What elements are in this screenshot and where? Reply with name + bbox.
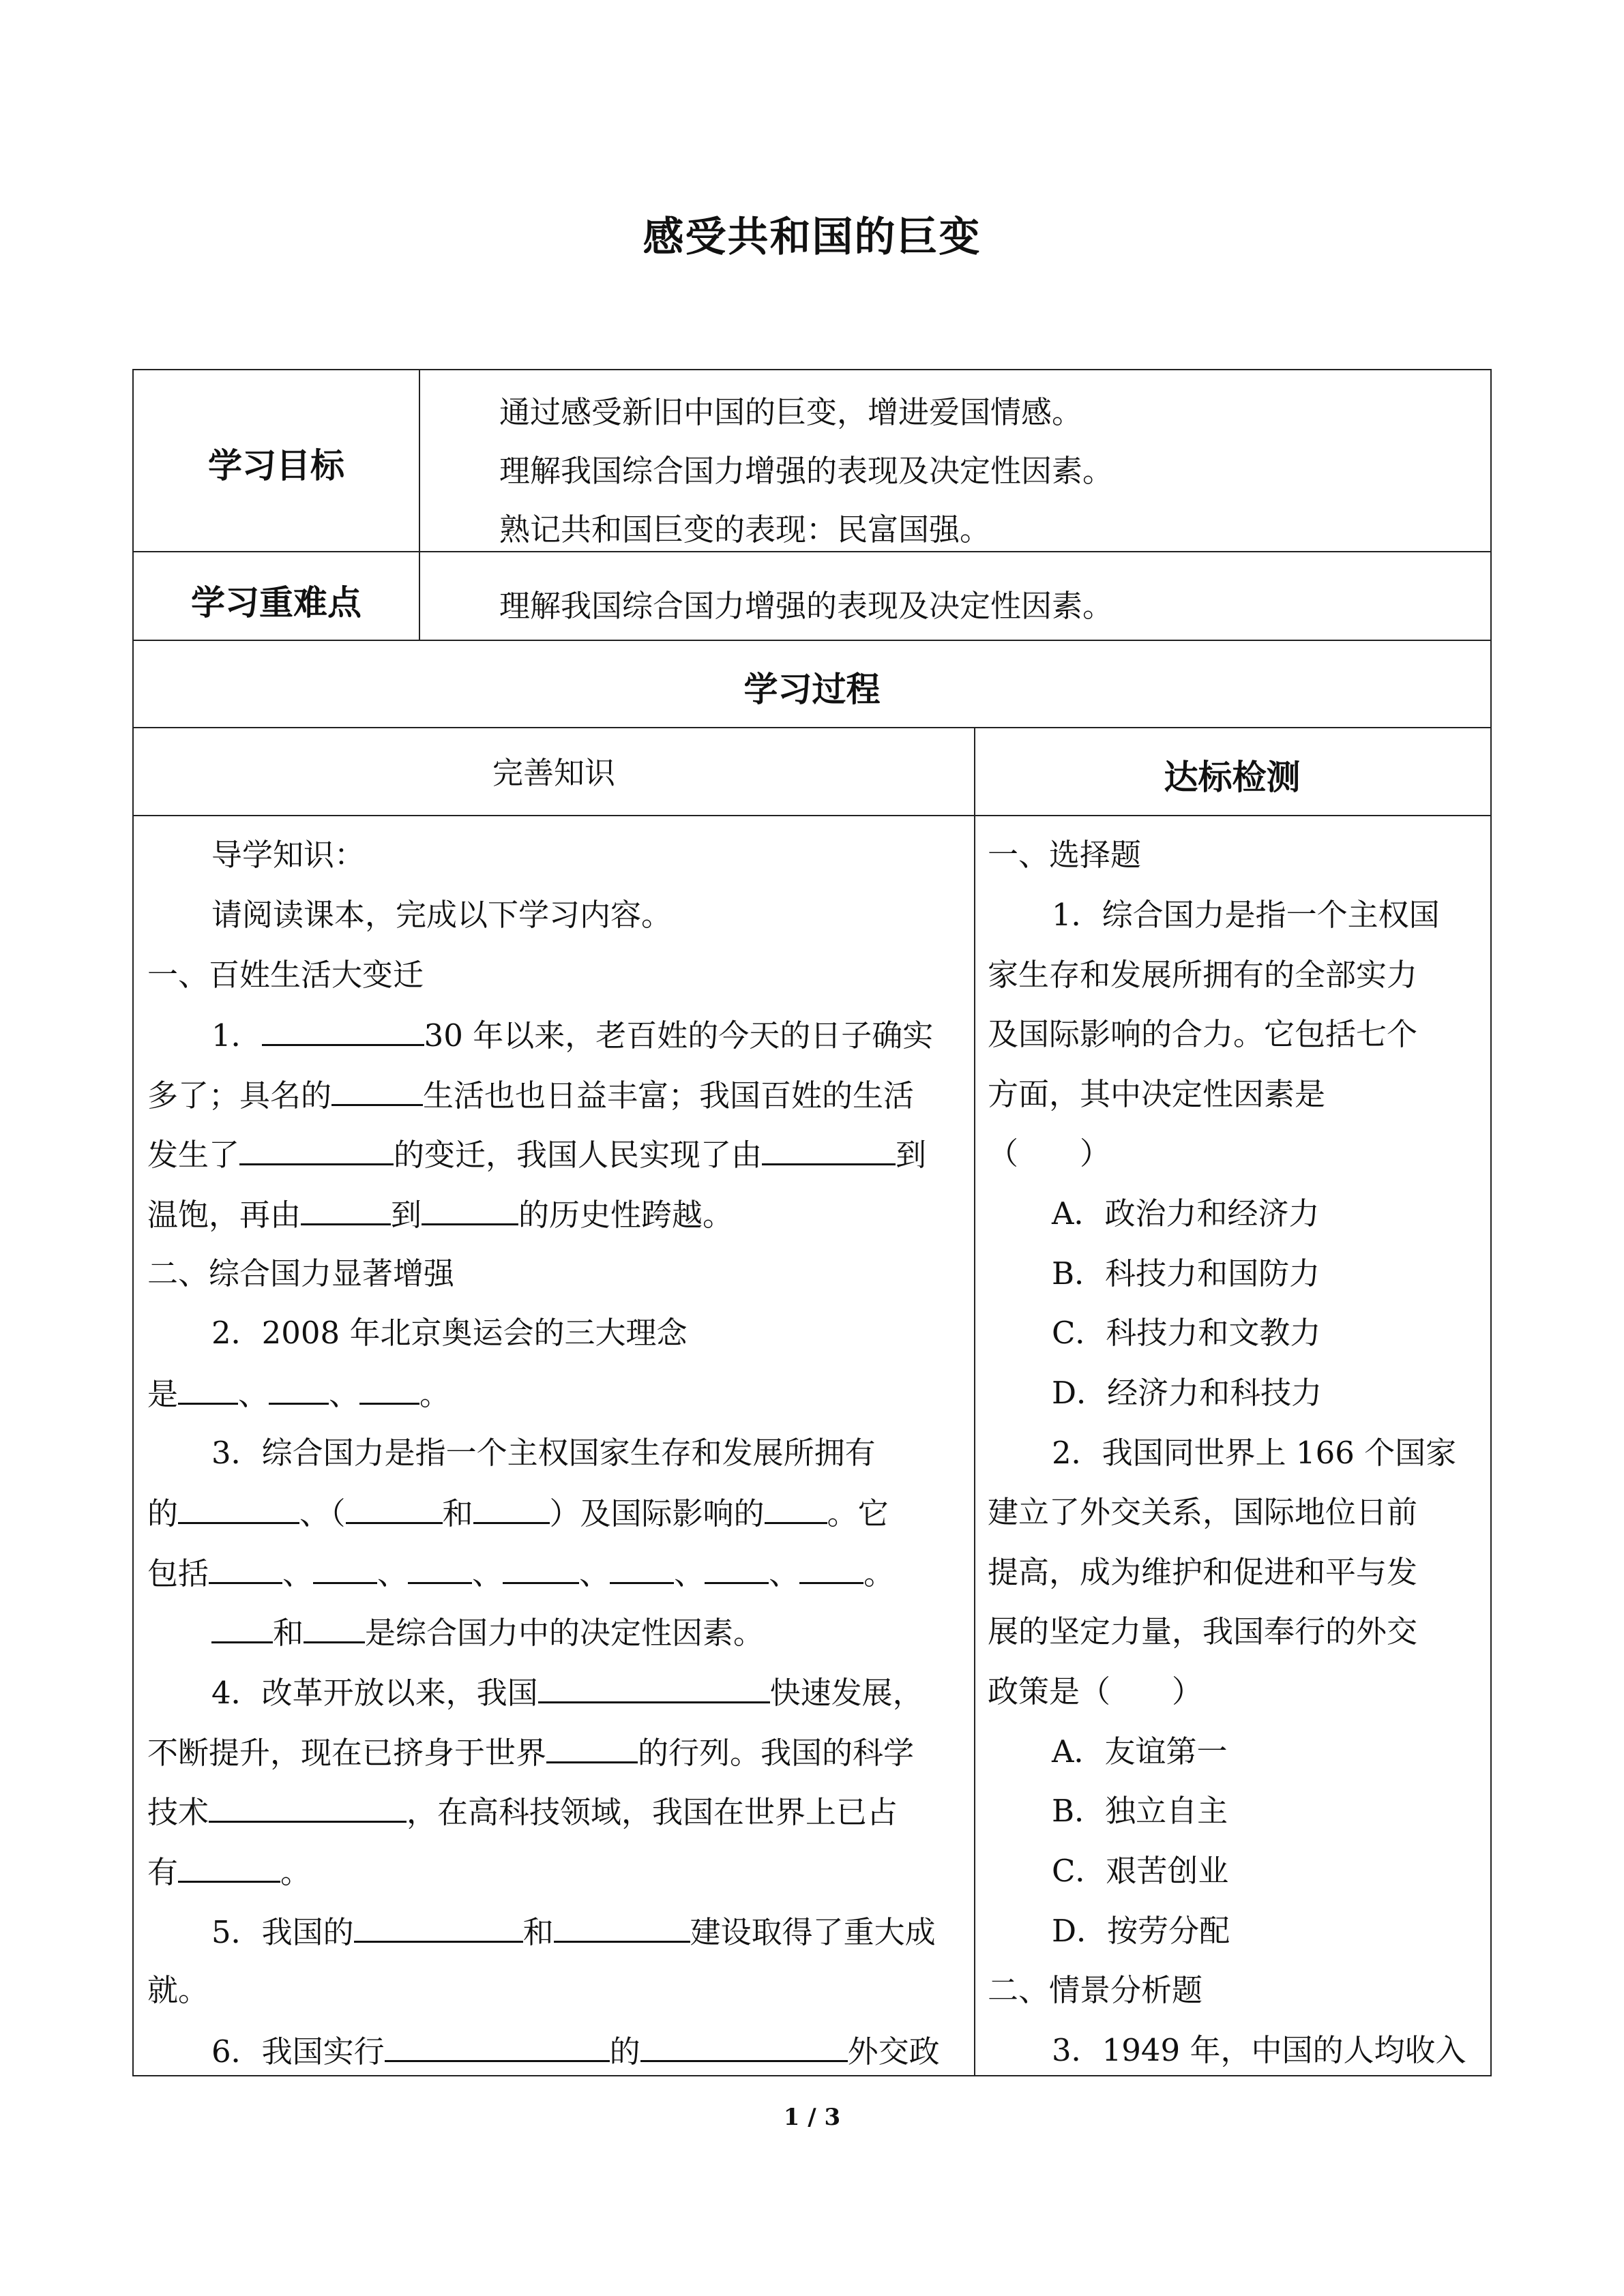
fill-blank[interactable]: [705, 1553, 769, 1584]
choice-question-1: 1．综合国力是指一个主权国: [1052, 897, 1440, 933]
answer-option[interactable]: C．科技力和文教力: [1052, 1315, 1321, 1351]
question-4-line: [211, 1673, 924, 1712]
analysis-question-3: 3．1949 年，中国的人均收入: [1052, 2032, 1466, 2068]
q5-text: 建设取得了重大成: [690, 1914, 936, 1950]
fill-blank[interactable]: [354, 1912, 523, 1943]
question-2-line: [147, 1374, 450, 1414]
question-2-line: 2．2008 年北京奥运会的三大理念: [211, 1315, 688, 1351]
q3-text: 、: [282, 1555, 314, 1592]
q3-text: 、: [472, 1555, 503, 1592]
q3-text: 、: [377, 1555, 409, 1592]
q3-text: ）及国际影响的: [549, 1495, 765, 1532]
section-heading: 一、选择题: [988, 837, 1142, 873]
q1-text: 多了；具名的: [147, 1077, 332, 1114]
choice-question-2: 提高，成为维护和促进和平与发: [988, 1554, 1418, 1590]
fill-blank[interactable]: [765, 1493, 827, 1524]
q3-text: 、（: [299, 1495, 346, 1532]
q1-text: 30 年以来，老百姓的今天的日子确实: [424, 1017, 934, 1054]
question-1-line: [147, 1135, 926, 1174]
objective-item: 熟记共和国巨变的表现：民富国强。: [499, 511, 991, 548]
fill-blank[interactable]: [640, 2031, 848, 2062]
fill-blank[interactable]: [762, 1135, 896, 1165]
column-divider: [419, 370, 420, 640]
fill-blank[interactable]: [799, 1553, 863, 1584]
q3-text: 。: [863, 1555, 895, 1592]
question-4-line: [147, 1733, 914, 1772]
question-3-line: [147, 1553, 894, 1593]
fill-blank[interactable]: [359, 1374, 419, 1405]
answer-option[interactable]: A．政治力和经济力: [1052, 1195, 1320, 1232]
answer-option[interactable]: B．独立自主: [1052, 1793, 1228, 1829]
section-heading: 二、情景分析题: [988, 1972, 1203, 2008]
fill-blank[interactable]: [546, 1733, 638, 1763]
q4-text: 4．改革开放以来，我国: [211, 1675, 538, 1711]
q1-text: 的历史性跨越。: [518, 1197, 734, 1233]
fill-blank[interactable]: [301, 1195, 391, 1225]
answer-option[interactable]: C．艰苦创业: [1052, 1853, 1229, 1889]
left-column-header: 完善知识: [492, 755, 615, 791]
choice-question-2: 政策是（ ）: [988, 1673, 1203, 1710]
q3-text: 和: [442, 1495, 473, 1532]
fill-blank[interactable]: [503, 1553, 579, 1584]
question-6-line: [211, 2031, 940, 2071]
q4-text: ，在高科技领域，我国在世界上已占: [407, 1794, 898, 1830]
fill-blank[interactable]: [178, 1374, 238, 1405]
q4-text: 的行列。我国的科学: [638, 1735, 915, 1771]
fill-blank[interactable]: [211, 1613, 273, 1643]
fill-blank[interactable]: [313, 1553, 377, 1584]
q3-text: 。它: [827, 1495, 889, 1532]
q1-text: 生活也也日益丰富；我国百姓的生活: [423, 1077, 915, 1114]
q3-text: 的: [147, 1495, 179, 1532]
fill-blank[interactable]: [304, 1613, 365, 1643]
q3-text: 、: [674, 1555, 705, 1592]
q4-text: 不断提升，现在已挤身于世界: [147, 1735, 547, 1771]
question-1-line: [147, 1075, 914, 1115]
question-5-line: [211, 1912, 936, 1952]
key-points-label: 学习重难点: [191, 583, 361, 623]
q6-text: 6．我国实行: [211, 2033, 385, 2070]
objectives-label: 学习目标: [208, 446, 344, 486]
fill-blank[interactable]: [269, 1374, 329, 1405]
q3-text: 、: [579, 1555, 610, 1592]
page-title: 感受共和国的巨变: [643, 213, 981, 261]
choice-question-2: 展的坚定力量，我国奉行的外交: [988, 1613, 1418, 1650]
fill-blank[interactable]: [209, 1792, 407, 1823]
fill-blank[interactable]: [610, 1553, 674, 1584]
q4-text: 。: [280, 1854, 312, 1890]
q4-text: 技术: [147, 1794, 209, 1830]
q3-text: 是综合国力中的决定性因素。: [365, 1615, 765, 1651]
row-divider: [134, 727, 1490, 728]
objective-item: 通过感受新旧中国的巨变，增进爱国情感。: [499, 394, 1083, 430]
question-1-line: [147, 1195, 733, 1234]
choice-question-1: 方面，其中决定性因素是: [988, 1076, 1326, 1112]
question-4-line: [147, 1852, 311, 1892]
q2-text: 。: [419, 1376, 451, 1412]
question-4-line: [147, 1792, 898, 1832]
fill-blank[interactable]: [408, 1553, 472, 1584]
process-heading: 学习过程: [743, 670, 881, 709]
q2-text: 是: [147, 1376, 179, 1412]
answer-option[interactable]: D．经济力和科技力: [1052, 1375, 1323, 1411]
fill-blank[interactable]: [262, 1015, 424, 1046]
fill-blank[interactable]: [331, 1075, 423, 1106]
question-3-line: [211, 1613, 764, 1652]
fill-blank[interactable]: [209, 1553, 282, 1584]
choice-question-1: 家生存和发展所拥有的全部实力: [988, 957, 1418, 993]
right-column-header: 达标检测: [1164, 758, 1301, 797]
q4-text: 快速发展，: [769, 1675, 924, 1711]
q2-text: 、: [238, 1376, 269, 1412]
answer-option[interactable]: B．科技力和国防力: [1052, 1255, 1320, 1292]
q5-text: 和: [522, 1914, 554, 1950]
section-heading: 一、百姓生活大变迁: [147, 957, 424, 993]
question-3-line: [147, 1493, 889, 1533]
answer-option[interactable]: A．友谊第一: [1052, 1733, 1228, 1770]
choice-question-2: 2．我国同世界上 166 个国家: [1052, 1435, 1457, 1471]
intro-line: 请阅读课本，完成以下学习内容。: [211, 897, 673, 933]
fill-blank[interactable]: [385, 2031, 610, 2062]
fill-blank[interactable]: [422, 1195, 518, 1225]
fill-blank[interactable]: [178, 1493, 299, 1524]
q1-text: 发生了: [147, 1137, 240, 1173]
key-points-text: 理解我国综合国力增强的表现及决定性因素。: [499, 588, 1114, 624]
row-divider: [134, 551, 1490, 552]
fill-blank[interactable]: [178, 1852, 280, 1883]
intro-line: 导学知识：: [211, 837, 366, 873]
fill-blank[interactable]: [239, 1135, 394, 1165]
column-divider: [974, 727, 975, 2075]
question-5-line: 就。: [147, 1972, 209, 2008]
question-3-line: 3．综合国力是指一个主权国家生存和发展所拥有: [211, 1435, 876, 1471]
page-number: 1 / 3: [783, 2104, 841, 2131]
row-divider: [134, 640, 1490, 641]
study-table: [132, 369, 1492, 2076]
row-divider: [134, 815, 1490, 816]
fill-blank[interactable]: [554, 1912, 690, 1943]
q2-text: 、: [329, 1376, 360, 1412]
answer-option[interactable]: D．按劳分配: [1052, 1913, 1230, 1949]
objective-item: 理解我国综合国力增强的表现及决定性因素。: [499, 453, 1114, 489]
q1-text: 到: [896, 1137, 927, 1173]
section-heading: 二、综合国力显著增强: [147, 1255, 455, 1292]
fill-blank[interactable]: [538, 1673, 770, 1703]
q3-text: 、: [769, 1555, 800, 1592]
q6-text: 的: [609, 2033, 640, 2070]
q1-text: 温饱，再由: [147, 1197, 301, 1233]
fill-blank[interactable]: [346, 1493, 443, 1524]
q3-text: 和: [273, 1615, 304, 1651]
fill-blank[interactable]: [473, 1493, 550, 1524]
question-1-line: [211, 1015, 933, 1055]
q4-text: 有: [147, 1854, 179, 1890]
q6-text: 外交政: [847, 2033, 940, 2070]
q1-text: 到: [391, 1197, 422, 1233]
q5-text: 5．我国的: [211, 1914, 354, 1950]
q1-text: 的变迁，我国人民实现了由: [394, 1137, 763, 1173]
choice-question-1: 及国际影响的合力。它包括七个: [988, 1016, 1418, 1052]
q3-text: 包括: [147, 1555, 209, 1592]
choice-question-2: 建立了外交关系，国际地位日前: [988, 1494, 1418, 1530]
choice-question-1: （ ）: [988, 1135, 1111, 1172]
q1-text: 1．: [211, 1017, 262, 1054]
